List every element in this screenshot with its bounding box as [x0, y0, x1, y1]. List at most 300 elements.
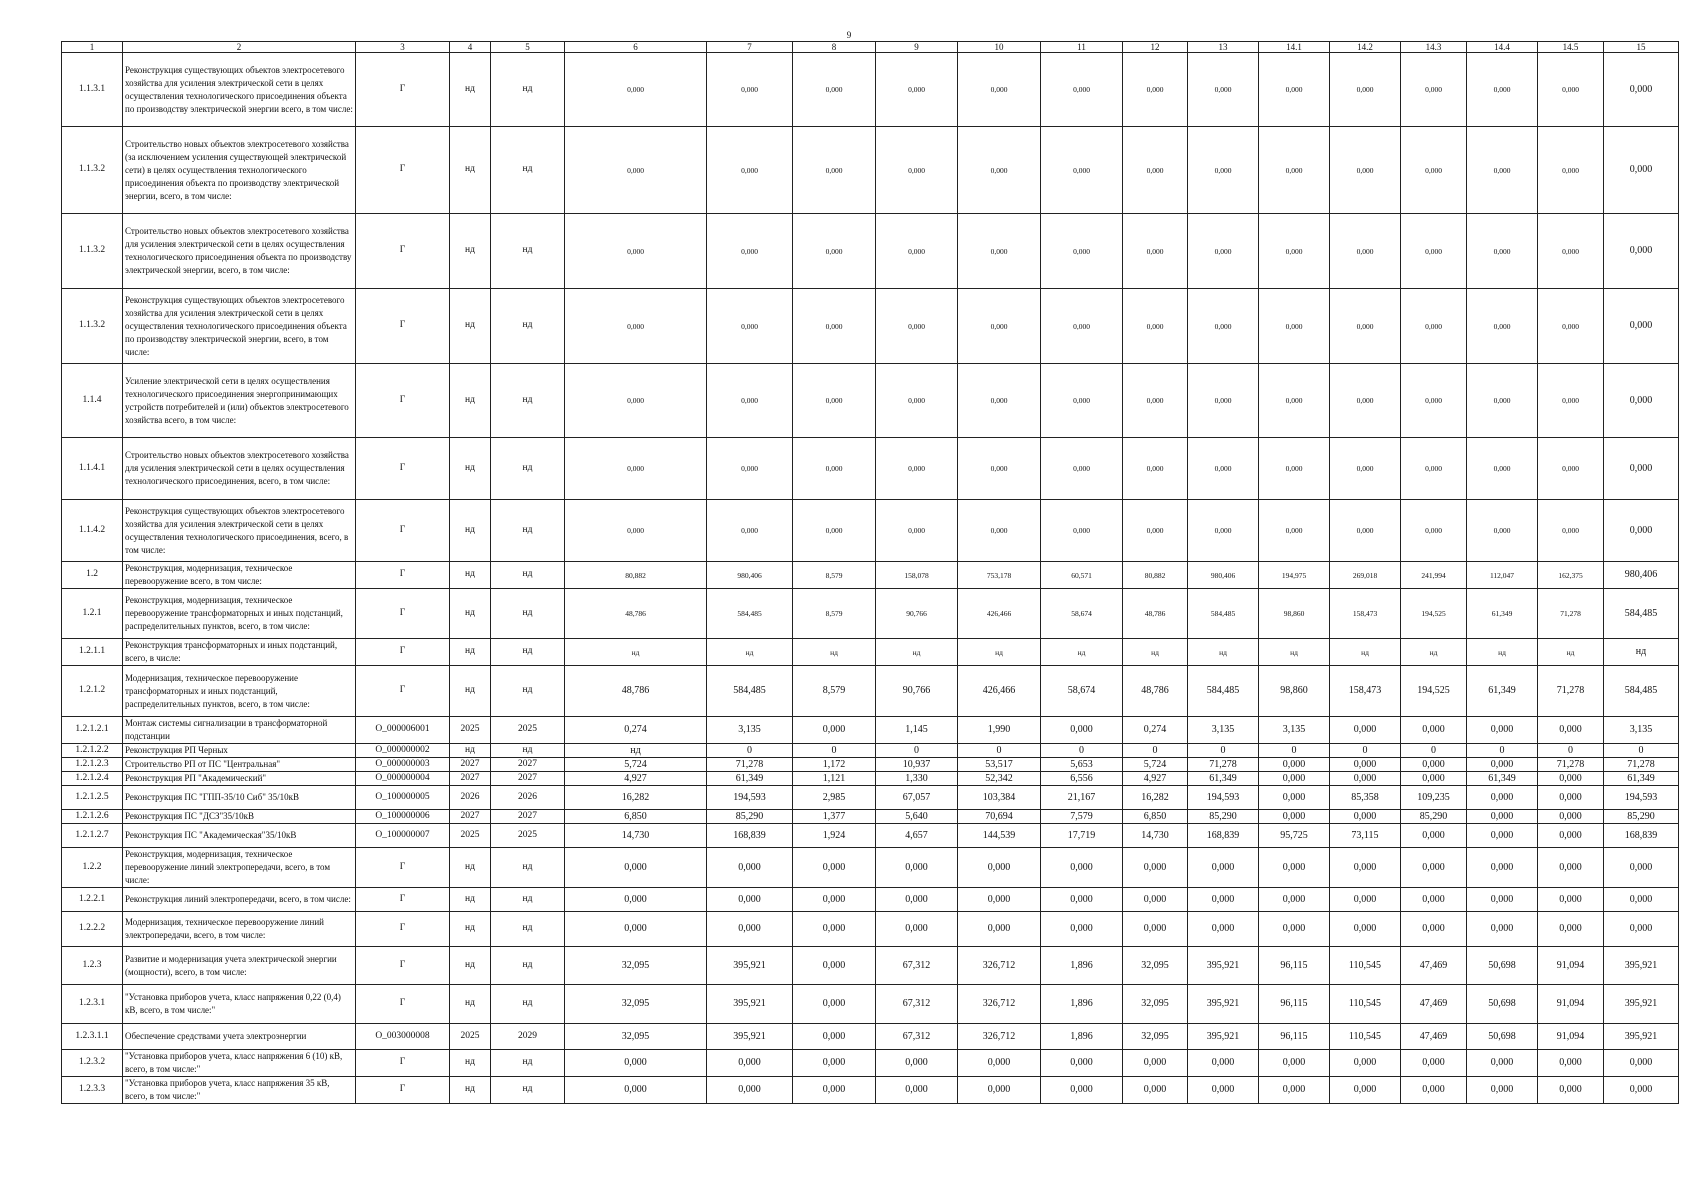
- column-header: 15: [1604, 42, 1679, 53]
- column-header: 4: [450, 42, 491, 53]
- value-cell: 48,786: [565, 589, 707, 639]
- value-cell: 0,000: [958, 53, 1041, 127]
- value-cell: 0,000: [876, 214, 958, 289]
- row-start-year: 2025: [450, 1024, 491, 1050]
- table-row: [62, 848, 1679, 888]
- value-cell: 80,882: [565, 562, 707, 589]
- value-cell: 50,698: [1467, 947, 1538, 985]
- row-id: 1.2.1.2.5: [62, 786, 123, 810]
- row-end-year: нд: [491, 214, 565, 289]
- value-cell: 0,000: [1259, 772, 1330, 786]
- row-name: "Установка приборов учета, класс напряжения 0,22 (0,4) кВ, всего, в том числе:": [123, 985, 356, 1024]
- value-cell: 109,235: [1401, 786, 1467, 810]
- row-end-year: нд: [491, 947, 565, 985]
- value-cell: 0,000: [1041, 214, 1123, 289]
- row-id: 1.1.4.2: [62, 500, 123, 562]
- value-cell: 0,000: [1188, 53, 1259, 127]
- value-cell: 47,469: [1401, 947, 1467, 985]
- value-cell: 1,377: [793, 810, 876, 824]
- row-end-year: нд: [491, 666, 565, 717]
- table-row: [62, 717, 1679, 744]
- value-cell: 0,000: [1467, 364, 1538, 438]
- row-code: О_000006001: [356, 717, 450, 744]
- value-cell: 17,719: [1041, 824, 1123, 848]
- value-cell: 71,278: [1188, 758, 1259, 772]
- row-name: Строительство новых объектов электросетевого хозяйства для усиления электрической сети в целях осуществления технологического присоединения, всего, в том числе:: [123, 438, 356, 500]
- value-cell: 0,000: [1123, 438, 1188, 500]
- value-cell: 0,000: [876, 53, 958, 127]
- row-id: 1.2.3.3: [62, 1077, 123, 1104]
- row-start-year: нд: [450, 985, 491, 1024]
- value-cell: 0,000: [1604, 53, 1679, 127]
- value-cell: 0,000: [1041, 364, 1123, 438]
- row-code: Г: [356, 639, 450, 666]
- value-cell: 0,000: [1604, 214, 1679, 289]
- row-id: 1.1.3.2: [62, 289, 123, 364]
- row-end-year: нд: [491, 438, 565, 500]
- value-cell: 0,000: [793, 1024, 876, 1050]
- value-cell: 194,975: [1259, 562, 1330, 589]
- value-cell: 0,000: [1259, 758, 1330, 772]
- row-code: О_000000004: [356, 772, 450, 786]
- value-cell: 0,000: [1041, 848, 1123, 888]
- table-row: [62, 1024, 1679, 1050]
- value-cell: 0,000: [1259, 289, 1330, 364]
- row-id: 1.2.1.2.7: [62, 824, 123, 848]
- value-cell: 1,172: [793, 758, 876, 772]
- row-start-year: 2027: [450, 758, 491, 772]
- value-cell: 0,000: [793, 53, 876, 127]
- value-cell: 980,406: [1604, 562, 1679, 589]
- value-cell: 61,349: [707, 772, 793, 786]
- value-cell: 6,850: [1123, 810, 1188, 824]
- value-cell: 0,000: [1401, 1050, 1467, 1077]
- value-cell: нд: [958, 639, 1041, 666]
- value-cell: 0,000: [1538, 364, 1604, 438]
- column-header: 11: [1041, 42, 1123, 53]
- value-cell: 0,000: [1123, 912, 1188, 947]
- row-id: 1.2.3: [62, 947, 123, 985]
- value-cell: 5,724: [1123, 758, 1188, 772]
- value-cell: 0,000: [1041, 888, 1123, 912]
- table-row: [62, 912, 1679, 947]
- value-cell: 0: [1188, 744, 1259, 758]
- row-id: 1.1.4.1: [62, 438, 123, 500]
- value-cell: нд: [565, 639, 707, 666]
- row-end-year: 2029: [491, 1024, 565, 1050]
- value-cell: 0,000: [1041, 1050, 1123, 1077]
- value-cell: 0,000: [1538, 289, 1604, 364]
- row-id: 1.2.2.1: [62, 888, 123, 912]
- value-cell: 426,466: [958, 589, 1041, 639]
- page-number: 9: [846, 30, 852, 40]
- value-cell: 5,640: [876, 810, 958, 824]
- value-cell: 0,000: [1330, 888, 1401, 912]
- row-end-year: нд: [491, 500, 565, 562]
- table-row: [62, 53, 1679, 127]
- value-cell: 60,571: [1041, 562, 1123, 589]
- row-code: О_100000005: [356, 786, 450, 810]
- value-cell: 0,000: [876, 888, 958, 912]
- row-code: Г: [356, 127, 450, 214]
- value-cell: 0,000: [1538, 810, 1604, 824]
- row-start-year: нд: [450, 1050, 491, 1077]
- value-cell: 0,000: [1330, 289, 1401, 364]
- value-cell: 0,000: [707, 438, 793, 500]
- value-cell: 0,000: [707, 289, 793, 364]
- value-cell: 0,000: [1188, 848, 1259, 888]
- value-cell: 980,406: [1188, 562, 1259, 589]
- row-name: Реконструкция, модернизация, техническое перевооружение линий электропередачи, всего, в том числе:: [123, 848, 356, 888]
- value-cell: 0,000: [1401, 500, 1467, 562]
- value-cell: 91,094: [1538, 1024, 1604, 1050]
- value-cell: 0,000: [793, 1050, 876, 1077]
- row-start-year: нд: [450, 589, 491, 639]
- value-cell: 0,000: [1330, 772, 1401, 786]
- row-start-year: нд: [450, 947, 491, 985]
- value-cell: 0,000: [1188, 127, 1259, 214]
- row-code: Г: [356, 364, 450, 438]
- row-start-year: нд: [450, 1077, 491, 1104]
- value-cell: 0,000: [1604, 1050, 1679, 1077]
- value-cell: 0,000: [1401, 772, 1467, 786]
- table-row: [62, 364, 1679, 438]
- value-cell: 0,000: [958, 912, 1041, 947]
- value-cell: 0,000: [1330, 500, 1401, 562]
- value-cell: 0,000: [958, 500, 1041, 562]
- value-cell: 0,000: [1604, 127, 1679, 214]
- row-id: 1.1.3.2: [62, 214, 123, 289]
- value-cell: 269,018: [1330, 562, 1401, 589]
- value-cell: 0,000: [1188, 888, 1259, 912]
- row-start-year: нд: [450, 744, 491, 758]
- value-cell: 0,000: [707, 1050, 793, 1077]
- value-cell: 0,000: [1041, 500, 1123, 562]
- value-cell: 1,896: [1041, 985, 1123, 1024]
- value-cell: 91,094: [1538, 985, 1604, 1024]
- value-cell: 0,000: [1467, 717, 1538, 744]
- value-cell: 1,121: [793, 772, 876, 786]
- value-cell: 0,000: [1538, 53, 1604, 127]
- table-row: [62, 438, 1679, 500]
- value-cell: 96,115: [1259, 985, 1330, 1024]
- row-code: Г: [356, 912, 450, 947]
- value-cell: 0,000: [793, 214, 876, 289]
- value-cell: 0,000: [876, 912, 958, 947]
- row-end-year: нд: [491, 912, 565, 947]
- value-cell: 0,000: [1188, 438, 1259, 500]
- column-header: 14.2: [1330, 42, 1401, 53]
- value-cell: 0,000: [1401, 364, 1467, 438]
- value-cell: 21,167: [1041, 786, 1123, 810]
- value-cell: 0: [1604, 744, 1679, 758]
- value-cell: 0,000: [1259, 1050, 1330, 1077]
- value-cell: 10,937: [876, 758, 958, 772]
- value-cell: 0,000: [1259, 848, 1330, 888]
- value-cell: 0,000: [1401, 214, 1467, 289]
- value-cell: 48,786: [1123, 589, 1188, 639]
- value-cell: 85,358: [1330, 786, 1401, 810]
- value-cell: 0,000: [793, 888, 876, 912]
- value-cell: 168,839: [1188, 824, 1259, 848]
- value-cell: 0: [1538, 744, 1604, 758]
- value-cell: 162,375: [1538, 562, 1604, 589]
- table-row: [62, 500, 1679, 562]
- value-cell: нд: [793, 639, 876, 666]
- row-end-year: нд: [491, 848, 565, 888]
- value-cell: 0,000: [1330, 717, 1401, 744]
- value-cell: 1,330: [876, 772, 958, 786]
- value-cell: нд: [1538, 639, 1604, 666]
- value-cell: 0: [793, 744, 876, 758]
- value-cell: 0,000: [1123, 214, 1188, 289]
- value-cell: 0,000: [1259, 214, 1330, 289]
- value-cell: 4,657: [876, 824, 958, 848]
- value-cell: 0: [958, 744, 1041, 758]
- value-cell: 0,000: [1259, 888, 1330, 912]
- row-name: Строительство новых объектов электросетевого хозяйства для усиления электрической сети в целях осуществления технологического присоединения объекта по производству электрической энергии, всего, в том числе:: [123, 214, 356, 289]
- value-cell: 0,000: [1467, 810, 1538, 824]
- row-code: Г: [356, 562, 450, 589]
- value-cell: 71,278: [1538, 758, 1604, 772]
- value-cell: 5,724: [565, 758, 707, 772]
- value-cell: 0,000: [1538, 786, 1604, 810]
- value-cell: 395,921: [1604, 1024, 1679, 1050]
- value-cell: 61,349: [1604, 772, 1679, 786]
- investment-program-table: [61, 41, 1679, 1104]
- column-header: 14.5: [1538, 42, 1604, 53]
- value-cell: 395,921: [707, 947, 793, 985]
- value-cell: 0,000: [876, 1050, 958, 1077]
- value-cell: 0,000: [958, 438, 1041, 500]
- value-cell: 0,000: [876, 1077, 958, 1104]
- row-name: Строительство РП от ПС "Центральная": [123, 758, 356, 772]
- value-cell: 0,000: [707, 127, 793, 214]
- value-cell: 0,000: [1041, 438, 1123, 500]
- value-cell: 326,712: [958, 947, 1041, 985]
- value-cell: 71,278: [707, 758, 793, 772]
- value-cell: 0,000: [1538, 848, 1604, 888]
- column-header: 3: [356, 42, 450, 53]
- value-cell: 0,000: [1401, 888, 1467, 912]
- row-start-year: 2027: [450, 772, 491, 786]
- row-start-year: нд: [450, 500, 491, 562]
- row-start-year: нд: [450, 666, 491, 717]
- value-cell: 0,000: [565, 848, 707, 888]
- value-cell: 32,095: [1123, 1024, 1188, 1050]
- value-cell: 0,000: [565, 1077, 707, 1104]
- value-cell: 96,115: [1259, 947, 1330, 985]
- column-header: 7: [707, 42, 793, 53]
- value-cell: 0,000: [1123, 848, 1188, 888]
- row-code: Г: [356, 438, 450, 500]
- table-row: [62, 888, 1679, 912]
- row-name: Реконструкция РП Черных: [123, 744, 356, 758]
- row-end-year: нд: [491, 364, 565, 438]
- value-cell: 0,000: [565, 912, 707, 947]
- value-cell: 8,579: [793, 666, 876, 717]
- value-cell: 98,860: [1259, 589, 1330, 639]
- value-cell: 0,000: [1330, 127, 1401, 214]
- value-cell: 90,766: [876, 589, 958, 639]
- value-cell: 3,135: [1604, 717, 1679, 744]
- value-cell: 395,921: [707, 985, 793, 1024]
- value-cell: 0,000: [1041, 127, 1123, 214]
- value-cell: 0,000: [1538, 500, 1604, 562]
- row-name: Модернизация, техническое перевооружение трансформаторных и иных подстанций, распределительных пунктов, всего, в том числе:: [123, 666, 356, 717]
- value-cell: 85,290: [1401, 810, 1467, 824]
- value-cell: 67,312: [876, 1024, 958, 1050]
- value-cell: 0,000: [707, 888, 793, 912]
- value-cell: 14,730: [565, 824, 707, 848]
- value-cell: 0,000: [1401, 438, 1467, 500]
- row-code: Г: [356, 888, 450, 912]
- table-row: [62, 589, 1679, 639]
- value-cell: 61,349: [1467, 589, 1538, 639]
- value-cell: нд: [1330, 639, 1401, 666]
- value-cell: 0: [1330, 744, 1401, 758]
- value-cell: 0,000: [793, 912, 876, 947]
- value-cell: нд: [876, 639, 958, 666]
- value-cell: 61,349: [1188, 772, 1259, 786]
- value-cell: 0,000: [565, 127, 707, 214]
- row-end-year: 2025: [491, 717, 565, 744]
- row-end-year: нд: [491, 1077, 565, 1104]
- value-cell: 0,000: [1330, 810, 1401, 824]
- value-cell: 58,674: [1041, 589, 1123, 639]
- column-header: 2: [123, 42, 356, 53]
- value-cell: 0,000: [793, 985, 876, 1024]
- value-cell: 0,000: [876, 289, 958, 364]
- value-cell: 0,000: [958, 214, 1041, 289]
- table-row: [62, 289, 1679, 364]
- column-header: 9: [876, 42, 958, 53]
- value-cell: 0,000: [1330, 438, 1401, 500]
- value-cell: 0,000: [793, 848, 876, 888]
- value-cell: 0,000: [1467, 53, 1538, 127]
- value-cell: 110,545: [1330, 985, 1401, 1024]
- value-cell: 80,882: [1123, 562, 1188, 589]
- value-cell: 0,000: [1401, 717, 1467, 744]
- value-cell: 0: [1041, 744, 1123, 758]
- value-cell: 168,839: [1604, 824, 1679, 848]
- value-cell: 326,712: [958, 1024, 1041, 1050]
- row-code: Г: [356, 1077, 450, 1104]
- value-cell: нд: [1467, 639, 1538, 666]
- row-end-year: нд: [491, 127, 565, 214]
- row-start-year: 2025: [450, 717, 491, 744]
- value-cell: 0,000: [1401, 53, 1467, 127]
- value-cell: 96,115: [1259, 1024, 1330, 1050]
- value-cell: 0,000: [1538, 214, 1604, 289]
- row-id: 1.1.4: [62, 364, 123, 438]
- value-cell: 0,000: [1604, 888, 1679, 912]
- value-cell: нд: [1123, 639, 1188, 666]
- value-cell: 0,000: [1538, 127, 1604, 214]
- row-start-year: 2025: [450, 824, 491, 848]
- row-end-year: нд: [491, 1050, 565, 1077]
- row-id: 1.2.1.2: [62, 666, 123, 717]
- value-cell: 0,000: [1330, 1077, 1401, 1104]
- value-cell: 980,406: [707, 562, 793, 589]
- row-start-year: нд: [450, 53, 491, 127]
- value-cell: 0,000: [1467, 127, 1538, 214]
- row-end-year: 2025: [491, 824, 565, 848]
- value-cell: 395,921: [707, 1024, 793, 1050]
- value-cell: 32,095: [1123, 947, 1188, 985]
- value-cell: 110,545: [1330, 1024, 1401, 1050]
- value-cell: 0,000: [707, 1077, 793, 1104]
- value-cell: 58,674: [1041, 666, 1123, 717]
- row-id: 1.2.1.2.3: [62, 758, 123, 772]
- row-name: Реконструкция ПС "ДСЗ"35/10кВ: [123, 810, 356, 824]
- value-cell: 584,485: [1604, 589, 1679, 639]
- row-id: 1.1.3.2: [62, 127, 123, 214]
- value-cell: 0,000: [1538, 1050, 1604, 1077]
- value-cell: 241,994: [1401, 562, 1467, 589]
- value-cell: 0,000: [1401, 824, 1467, 848]
- value-cell: 426,466: [958, 666, 1041, 717]
- value-cell: 584,485: [1188, 589, 1259, 639]
- row-name: Реконструкция существующих объектов электросетевого хозяйства для усиления электрической сети в целях осуществления технологического присоединения объекта по производству электрической энергии всего, в том числе:: [123, 53, 356, 127]
- value-cell: 0,000: [1401, 289, 1467, 364]
- value-cell: 50,698: [1467, 985, 1538, 1024]
- value-cell: 0,000: [876, 364, 958, 438]
- row-name: Строительство новых объектов электросетевого хозяйства (за исключением усиления существующей электрической сети) в целях осуществления технологического присоединения объекта по производству электрической энергии, всего, в том числе:: [123, 127, 356, 214]
- row-id: 1.2.1.1: [62, 639, 123, 666]
- value-cell: 0: [1123, 744, 1188, 758]
- value-cell: 194,593: [1188, 786, 1259, 810]
- value-cell: 0,000: [1330, 848, 1401, 888]
- value-cell: 95,725: [1259, 824, 1330, 848]
- value-cell: нд: [707, 639, 793, 666]
- table-row: [62, 562, 1679, 589]
- value-cell: 0,000: [876, 438, 958, 500]
- value-cell: 0,000: [1467, 438, 1538, 500]
- value-cell: 0,000: [1604, 289, 1679, 364]
- value-cell: 584,485: [1604, 666, 1679, 717]
- value-cell: 0,000: [1330, 214, 1401, 289]
- value-cell: 0,000: [1467, 758, 1538, 772]
- row-id: 1.2.3.1.1: [62, 1024, 123, 1050]
- row-end-year: нд: [491, 53, 565, 127]
- row-name: Реконструкция существующих объектов электросетевого хозяйства для усиления электрической сети в целях осуществления технологического присоединения, всего, в том числе:: [123, 500, 356, 562]
- table-row: [62, 786, 1679, 810]
- value-cell: 0,000: [1538, 888, 1604, 912]
- column-header: 1: [62, 42, 123, 53]
- value-cell: 8,579: [793, 562, 876, 589]
- value-cell: 0,000: [1467, 786, 1538, 810]
- value-cell: 584,485: [707, 666, 793, 717]
- value-cell: 0,000: [1123, 1077, 1188, 1104]
- value-cell: 0,000: [1538, 438, 1604, 500]
- value-cell: 395,921: [1604, 947, 1679, 985]
- row-end-year: нд: [491, 744, 565, 758]
- value-cell: 0,000: [1401, 848, 1467, 888]
- value-cell: 144,539: [958, 824, 1041, 848]
- value-cell: 0,000: [793, 500, 876, 562]
- value-cell: 6,850: [565, 810, 707, 824]
- value-cell: 0,000: [707, 500, 793, 562]
- value-cell: 0: [707, 744, 793, 758]
- row-end-year: 2027: [491, 758, 565, 772]
- value-cell: 395,921: [1188, 947, 1259, 985]
- row-start-year: нд: [450, 639, 491, 666]
- value-cell: 0,000: [958, 289, 1041, 364]
- value-cell: 0,000: [565, 289, 707, 364]
- value-cell: 584,485: [1188, 666, 1259, 717]
- value-cell: 0,000: [1188, 912, 1259, 947]
